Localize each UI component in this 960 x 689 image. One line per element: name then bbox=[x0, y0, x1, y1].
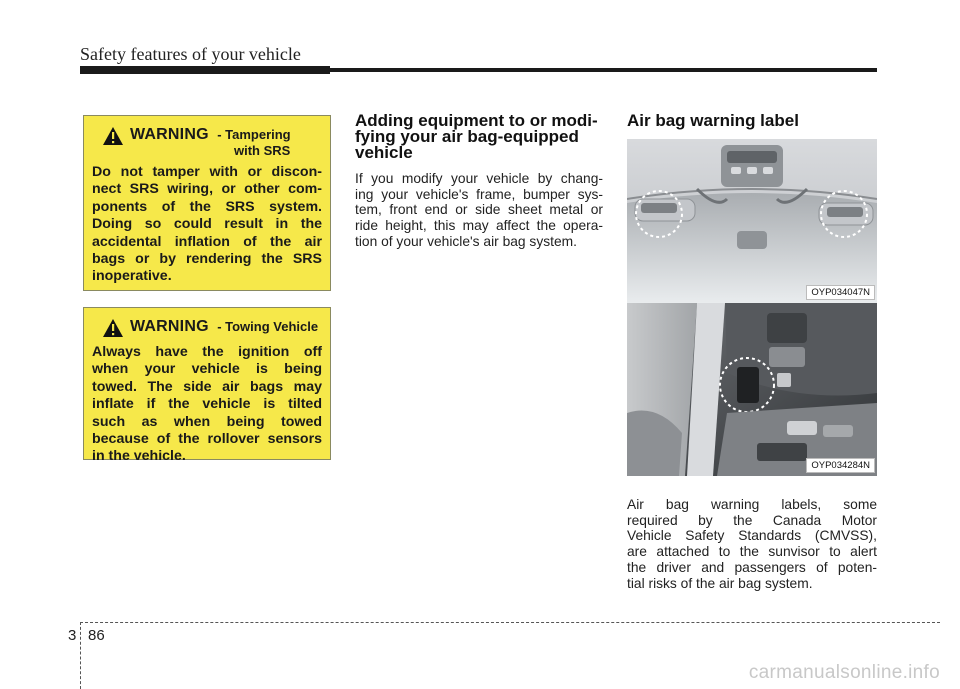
section-title-line: fying your air bag-equipped bbox=[355, 127, 579, 146]
body-line: Vehicle Safety Standards (CMVSS), bbox=[627, 528, 877, 544]
body-line: If you modify your vehicle by chang- bbox=[355, 171, 603, 186]
dashboard-illustration bbox=[627, 303, 877, 476]
warning-body-line: Doing so could result in the bbox=[92, 216, 322, 233]
warning-body-line: Always have the ignition off bbox=[92, 344, 322, 360]
warning-body-line: ponents of the SRS system. bbox=[92, 198, 322, 215]
photo-sunvisor-labels bbox=[627, 139, 877, 303]
body-line: Air bag warning labels, some bbox=[627, 497, 877, 512]
body-line: tem, front end or side sheet metal or bbox=[355, 202, 603, 218]
warning-subtitle: - Tampering bbox=[217, 127, 291, 142]
warning-subtitle: - Towing Vehicle bbox=[217, 319, 319, 334]
warning-body-line: when your vehicle is being bbox=[92, 361, 322, 378]
page-header-title: Safety features of your vehicle bbox=[80, 44, 301, 64]
body-line: tial risks of the air bag system. bbox=[627, 575, 813, 591]
warning-body bbox=[92, 344, 322, 466]
warning-word: WARNING bbox=[130, 318, 209, 335]
body-line: required by the Canada Motor bbox=[627, 512, 877, 528]
warning-body-line: towed. The side air bags may bbox=[92, 378, 322, 395]
body-line: are attached to the sunvisor to alert bbox=[627, 544, 877, 560]
warning-subtitle-line2: with SRS bbox=[234, 143, 291, 158]
warning-body-line: because of the rollover sensors bbox=[92, 431, 322, 448]
warning-triangle-icon bbox=[102, 318, 124, 338]
header-rule-accent bbox=[80, 66, 330, 74]
photo-dashboard-label bbox=[627, 303, 877, 476]
warning-word: WARNING bbox=[130, 126, 209, 143]
footer-rule bbox=[80, 622, 940, 623]
warning-body-line: accidental inflation of the air bbox=[92, 233, 322, 250]
warning-heading bbox=[102, 318, 322, 338]
warning-box-towing bbox=[83, 307, 331, 465]
warning-body-line: Do not tamper with or discon- bbox=[92, 164, 322, 180]
warning-box-tampering bbox=[83, 115, 331, 291]
warning-body-line: such as when being towed bbox=[92, 413, 322, 430]
body-line: the driver and passengers of poten- bbox=[627, 559, 877, 575]
body-line: tion of your vehicle's air bag system. bbox=[355, 233, 577, 249]
warning-body-line: inoperative. bbox=[92, 268, 172, 285]
section-title-line: vehicle bbox=[355, 143, 413, 162]
warning-body bbox=[92, 164, 322, 286]
section-title-line: Adding equipment to or modi- bbox=[355, 111, 598, 130]
body-line: ing your vehicle's frame, bumper sys- bbox=[355, 186, 603, 202]
footer-vertical-rule bbox=[80, 622, 81, 689]
warning-body-line: nect SRS wiring, or other com- bbox=[92, 181, 322, 198]
photo-caption: OYP034047N bbox=[806, 285, 875, 300]
warning-heading bbox=[102, 126, 322, 158]
section-body-airbag-label bbox=[627, 497, 877, 591]
page-number: 86 bbox=[88, 627, 105, 644]
watermark: carmanualsonline.info bbox=[748, 662, 940, 683]
photo-caption: OYP034284N bbox=[806, 458, 875, 473]
section-title-adding-equipment bbox=[355, 113, 605, 161]
page-chapter-number: 3 bbox=[68, 627, 77, 644]
sunvisor-illustration bbox=[627, 139, 877, 303]
warning-body-line: inflate if the vehicle is tilted bbox=[92, 396, 322, 413]
section-body-adding-equipment bbox=[355, 171, 603, 250]
warning-body-line: in the vehicle. bbox=[92, 448, 186, 465]
warning-body-line: bags or by rendering the SRS bbox=[92, 251, 322, 268]
body-line: ride height, this may affect the opera- bbox=[355, 218, 603, 234]
section-title-airbag-label: Air bag warning label bbox=[627, 111, 799, 130]
warning-triangle-icon bbox=[102, 126, 124, 146]
